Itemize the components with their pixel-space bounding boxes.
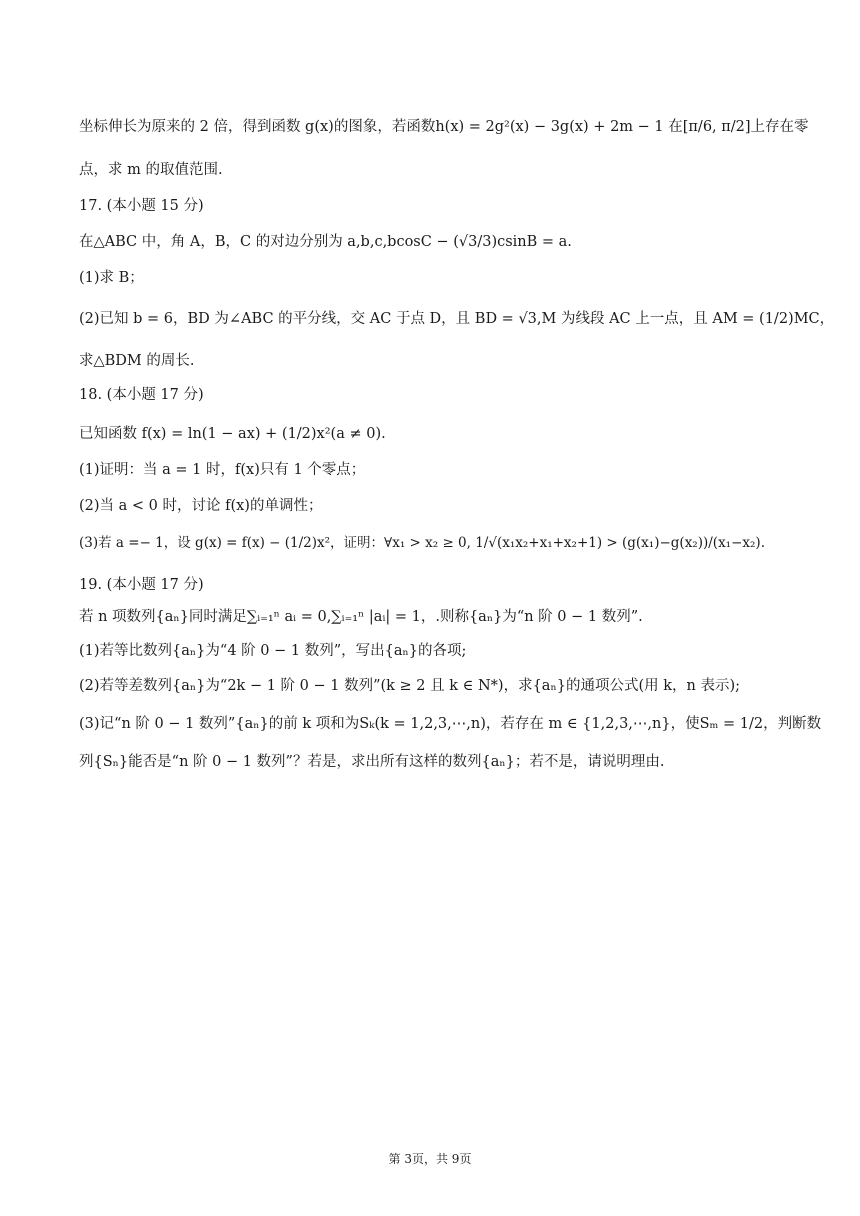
text-line: 求△BDM 的周长. bbox=[79, 353, 195, 369]
text-line: (2)若等差数列{aₙ}为“2k − 1 阶 0 − 1 数列”(k ≥ 2 且 k ∈ N*)，求{aₙ}的通项公式(用 k，n 表示); bbox=[79, 678, 740, 694]
question-heading: 18. (本小题 17 分) bbox=[79, 387, 204, 403]
page-footer: 第 3页，共 9页 bbox=[388, 1152, 472, 1166]
text-line: (3)若 a =− 1，设 g(x) = f(x) − (1/2)x²，证明：∀x₁ > x₂ ≥ 0, 1/√(x₁x₂+x₁+x₂+1) > (g(x₁)−g(x₂))/(x₁−x₂). bbox=[79, 535, 765, 551]
question-heading: 17. (本小题 15 分) bbox=[79, 198, 204, 214]
text-line: (2)当 a < 0 时，讨论 f(x)的单调性； bbox=[79, 498, 323, 514]
text-line: (1)证明：当 a = 1 时，f(x)只有 1 个零点； bbox=[79, 462, 366, 478]
text-line: 列{Sₙ}能否是“n 阶 0 − 1 数列”？若是，求出所有这样的数列{aₙ}；若不是，请说明理由. bbox=[79, 754, 665, 770]
text-line: (1)求 B； bbox=[79, 270, 144, 286]
text-line: (3)记“n 阶 0 − 1 数列”{aₙ}的前 k 项和为Sₖ(k = 1,2,3,⋯,n)，若存在 m ∈ {1,2,3,⋯,n}，使Sₘ = 1/2，判断数 bbox=[79, 716, 822, 732]
text-line: (1)若等比数列{aₙ}为“4 阶 0 − 1 数列”，写出{aₙ}的各项; bbox=[79, 643, 467, 659]
text-line: 若 n 项数列{aₙ}同时满足∑ᵢ₌₁ⁿ aᵢ = 0,∑ᵢ₌₁ⁿ |aᵢ| = 1，.则称{aₙ}为“n 阶 0 − 1 数列”. bbox=[79, 609, 643, 625]
text-line: (2)已知 b = 6，BD 为∠ABC 的平分线，交 AC 于点 D，且 BD = √3,M 为线段 AC 上一点，且 AM = (1/2)MC， bbox=[79, 311, 835, 327]
text-line: 点，求 m 的取值范围. bbox=[79, 162, 223, 178]
text-line: 在△ABC 中，角 A，B，C 的对边分别为 a,b,c,bcosC − (√3/3)csinB = a. bbox=[79, 234, 572, 250]
question-heading: 19. (本小题 17 分) bbox=[79, 577, 204, 593]
text-line: 坐标伸长为原来的 2 倍，得到函数 g(x)的图象，若函数h(x) = 2g²(x) − 3g(x) + 2m − 1 在[π/6, π/2]上存在零 bbox=[79, 119, 809, 135]
text-line: 已知函数 f(x) = ln(1 − ax) + (1/2)x²(a ≠ 0). bbox=[79, 426, 386, 442]
